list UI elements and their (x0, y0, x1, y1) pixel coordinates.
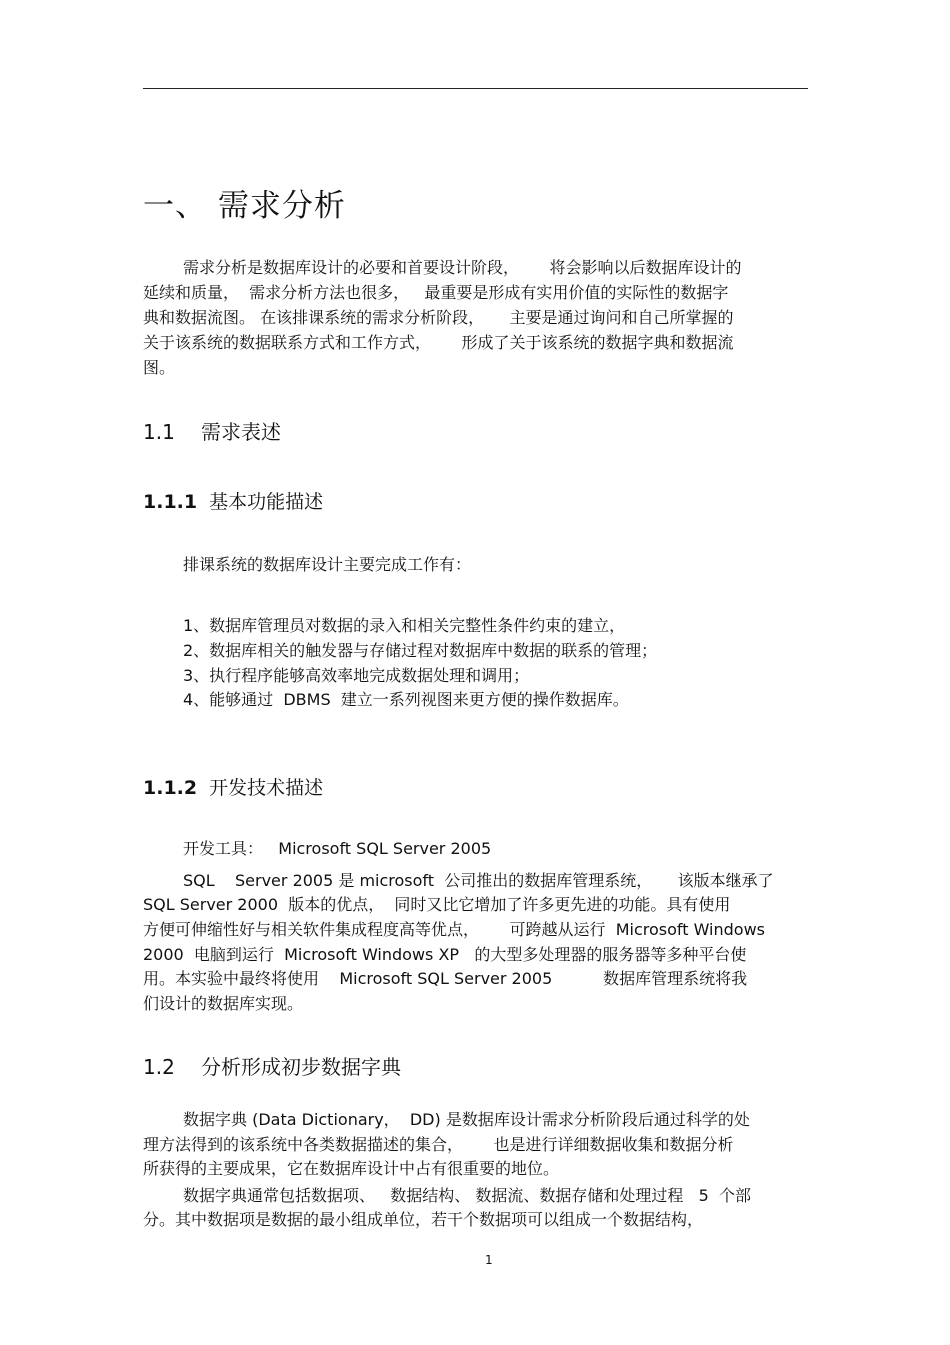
dict-line: 理方法得到的该系统中各类数据描述的集合， 也是进行详细数据收集和数据分析 (143, 1135, 734, 1154)
list-item: 3、执行程序能够高效率地完成数据处理和调用； (183, 666, 530, 685)
header-rule (143, 88, 808, 89)
dict-line: 数据字典通常包括数据项、 数据结构、 数据流、数据存储和处理过程 5 个部 (183, 1186, 751, 1205)
section-number: 1.1.1 (143, 491, 198, 513)
function-intro: 排课系统的数据库设计主要完成工作有： (183, 555, 472, 574)
dict-line: 所获得的主要成果，它在数据库设计中占有很重要的地位。 (143, 1159, 560, 1178)
section-title: 开发技术描述 (209, 777, 324, 799)
page-number: 1 (485, 1253, 493, 1267)
list-item: 1、数据库管理员对数据的录入和相关完整性条件约束的建立， (183, 616, 626, 635)
dict-line: 分。其中数据项是数据的最小组成单位，若干个数据项可以组成一个数据结构， (143, 1210, 704, 1229)
tech-line: 方便可伸缩性好与相关软件集成程度高等优点， 可跨越从运行 Microsoft Windows (143, 920, 766, 939)
section-heading-1-2 (143, 1051, 401, 1080)
tech-line: 2000 电脑到运行 Microsoft Windows XP 的大型多处理器的服务器等多种平台使 (143, 945, 747, 964)
list-item: 4、能够通过 DBMS 建立一系列视图来更方便的操作数据库。 (183, 690, 629, 709)
section-heading-1-1 (143, 416, 281, 445)
tool-line: 开发工具： Microsoft SQL Server 2005 (183, 839, 492, 858)
section-number: 1.1.2 (143, 777, 198, 799)
tech-line: SQL Server 2005 是 microsoft 公司推出的数据库管理系统， 该版本继承了 (183, 871, 774, 890)
intro-line: 典和数据流图。 在该排课系统的需求分析阶段， 主要是通过询问和自己所掌握的 (143, 308, 734, 327)
section-title: 分析形成初步数据字典 (201, 1055, 401, 1079)
tech-line: 们设计的数据库实现。 (143, 994, 304, 1013)
intro-line: 需求分析是数据库设计的必要和首要设计阶段， 将会影响以后数据库设计的 (183, 258, 742, 277)
intro-line: 图。 (143, 358, 176, 377)
section-title: 基本功能描述 (209, 491, 324, 513)
section-number: 1.1 (143, 420, 175, 444)
intro-line: 延续和质量， 需求分析方法也很多， 最重要是形成有实用价值的实际性的数据字 (143, 283, 729, 302)
section-title: 需求表述 (201, 420, 281, 444)
section-number: 1.2 (143, 1055, 175, 1079)
tech-line: SQL Server 2000 版本的优点， 同时又比它增加了许多更先进的功能。具有使用 (143, 895, 731, 914)
dict-line: 数据字典 (Data Dictionary， DD) 是数据库设计需求分析阶段后通过科学的处 (183, 1110, 750, 1129)
section-heading-1-1-2 (143, 773, 323, 800)
section-heading-1-1-1 (143, 487, 323, 514)
intro-line: 关于该系统的数据联系方式和工作方式， 形成了关于该系统的数据字典和数据流 (143, 333, 734, 352)
list-item: 2、数据库相关的触发器与存储过程对数据库中数据的联系的管理； (183, 641, 658, 660)
chapter-heading: 一、 需求分析 (143, 188, 346, 224)
tech-line: 用。本实验中最终将使用 Microsoft SQL Server 2005 数据库管理系统将我 (143, 969, 748, 988)
